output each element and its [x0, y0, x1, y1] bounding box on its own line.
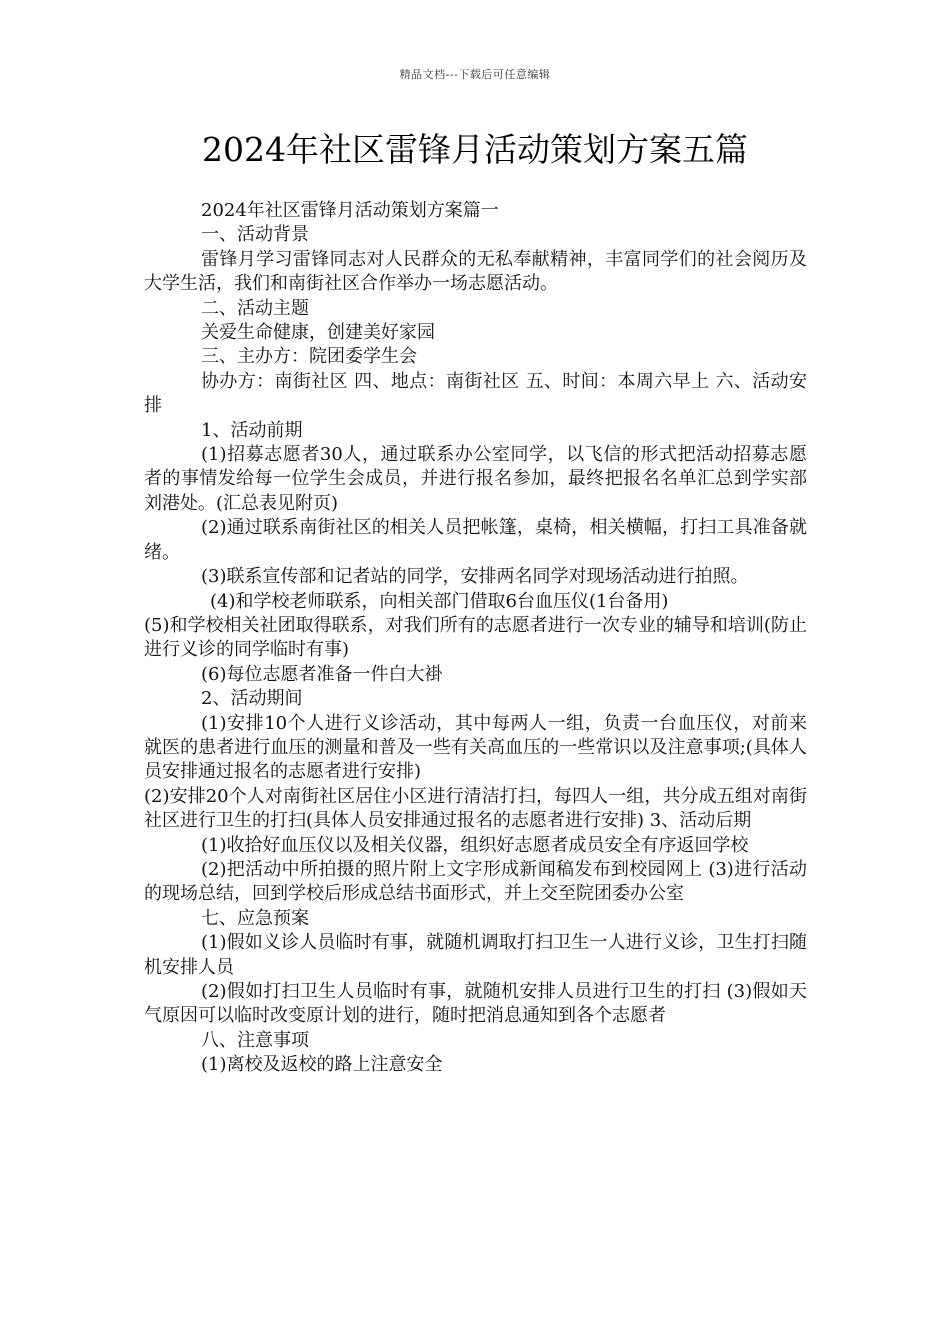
paragraph: (1)安排10个人进行义诊活动，其中每两人一组，负责一台血压仪，对前来就医的患者进行血压的测量和普及一些有关高血压的一些常识以及注意事项;(具体人员安排通过报名的志愿者进行安排) [144, 712, 807, 783]
paragraph: (2)把活动中所拍摄的照片附上文字形成新闻稿发布到校园网上 (3)进行活动的现场总结，回到学校后形成总结书面形式，并上交至院团委办公室 [144, 858, 807, 905]
paragraph: 七、应急预案 [201, 907, 309, 929]
paragraph: 三、主办方：院团委学生会 [201, 346, 417, 368]
paragraph: (2)假如打扫卫生人员临时有事，就随机安排人员进行卫生的打扫 (3)假如天气原因可以临时改变原计划的进行，随时把消息通知到各个志愿者 [144, 981, 807, 1027]
paragraph: 二、活动主题 [201, 297, 309, 319]
paragraph: (2)通过联系南街社区的相关人员把帐篷，桌椅，相关横幅，打扫工具准备就绪。 [144, 517, 807, 563]
paragraph: 2、活动期间 [201, 688, 303, 710]
paragraph: 1、活动前期 [201, 419, 303, 441]
paragraph: (6)每位志愿者准备一件白大褂 [201, 663, 443, 685]
paragraph: (4)和学校老师联系，向相关部门借取6台血压仪(1台备用) [210, 590, 669, 612]
paragraph: (1)收拾好血压仪以及相关仪器，组织好志愿者成员安全有序返回学校 [201, 834, 749, 856]
paragraph: (1)离校及返校的路上注意安全 [201, 1054, 443, 1076]
document-title: 2024年社区雷锋月活动策划方案五篇 [202, 130, 748, 169]
paragraph: 2024年社区雷锋月活动策划方案篇一 [201, 200, 499, 221]
paragraph: (5)和学校相关社团取得联系，对我们所有的志愿者进行一次专业的辅导和培训(防止进行义诊的同学临时有事) [144, 614, 807, 661]
paragraph: 一、活动背景 [201, 224, 309, 246]
paragraph: (1)假如义诊人员临时有事，就随机调取打扫卫生一人进行义诊，卫生打扫随机安排人员 [144, 932, 807, 978]
document-body [144, 199, 807, 1078]
header-note: 精品文档---下载后可任意编辑 [399, 68, 551, 81]
paragraph: 协办方：南街社区 四、地点：南街社区 五、时间：本周六早上 六、活动安排 [144, 370, 807, 417]
paragraph: 雷锋月学习雷锋同志对人民群众的无私奉献精神，丰富同学们的社会阅历及大学生活，我们和南街社区合作举办一场志愿活动。 [144, 248, 807, 295]
paragraph: (1)招募志愿者30人，通过联系办公室同学，以飞信的形式把活动招募志愿者的事情发给每一位学生会成员，并进行报名参加，最终把报名名单汇总到学实部刘港处。(汇总表见附页) [144, 444, 807, 514]
paragraph: 关爱生命健康，创建美好家园 [201, 322, 435, 344]
paragraph: 八、注意事项 [201, 1029, 309, 1051]
paragraph: (3)联系宣传部和记者站的同学，安排两名同学对现场活动进行拍照。 [201, 566, 749, 588]
paragraph: (2)安排20个人对南街社区居住小区进行清洁打扫，每四人一组，共分成五组对南街社区进行卫生的打扫(具体人员安排通过报名的志愿者进行安排) 3、活动后期 [144, 785, 807, 832]
